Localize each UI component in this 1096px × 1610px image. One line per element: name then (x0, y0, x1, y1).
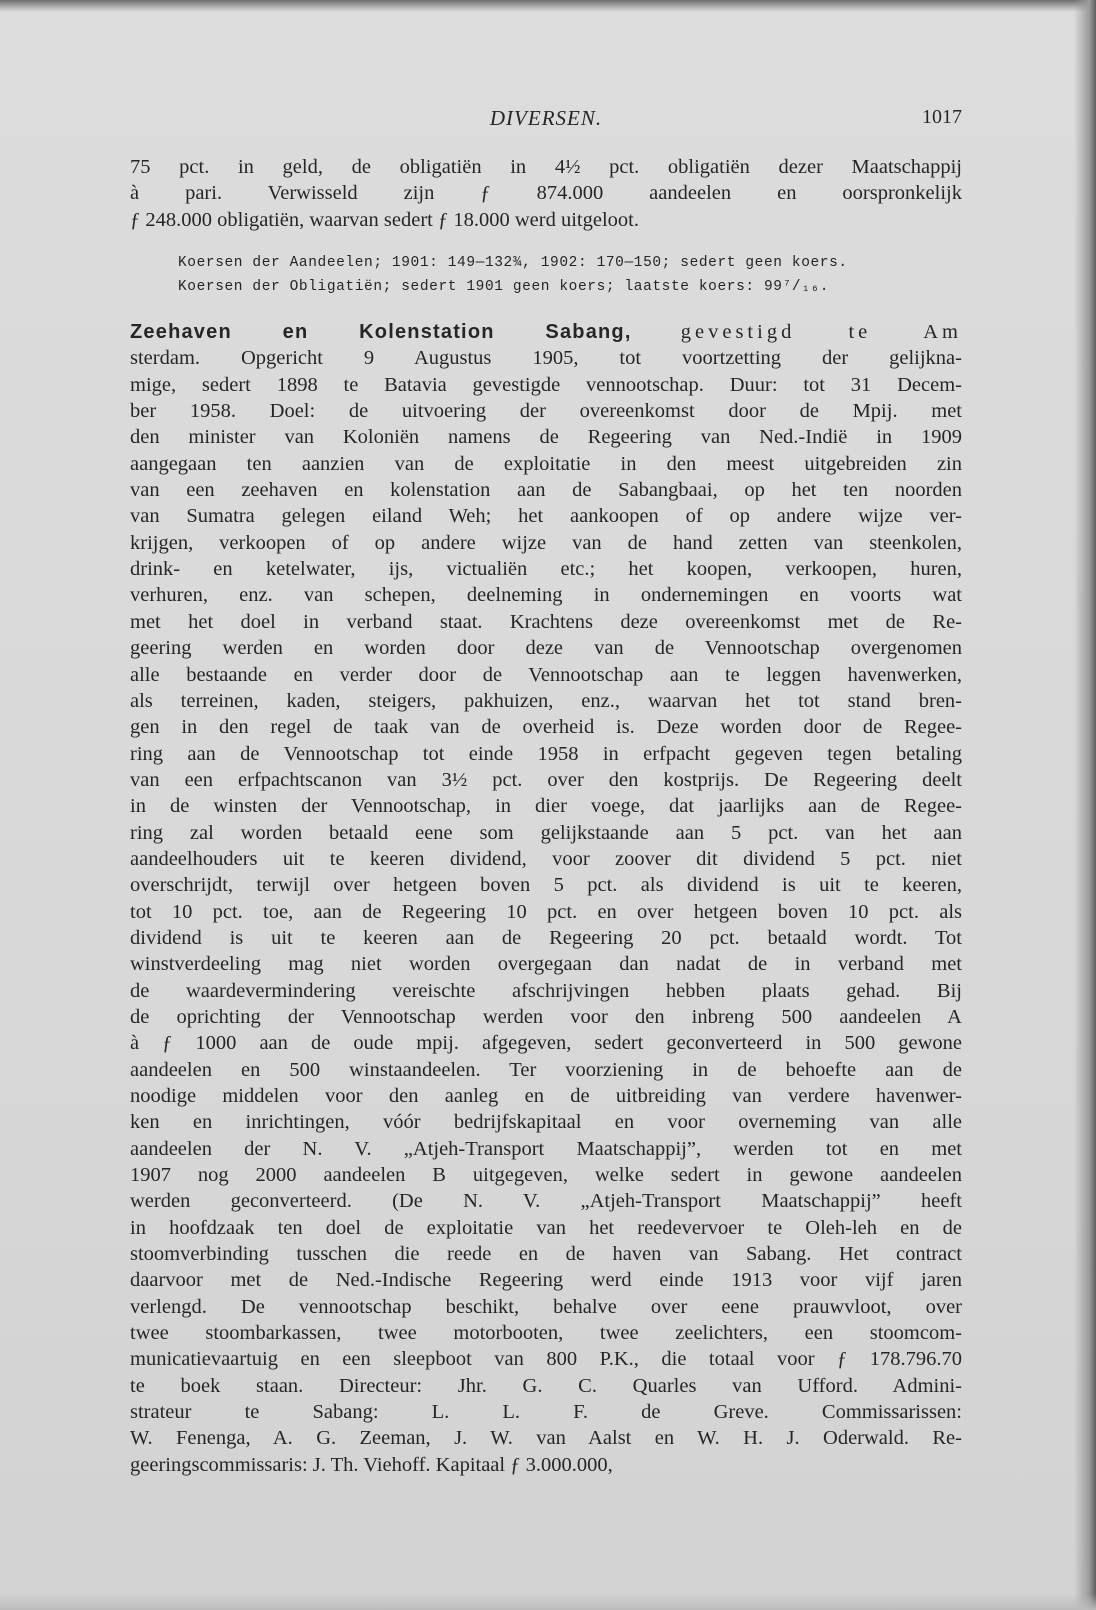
section-line: de waardevermindering vereischte afschrijvingen hebben plaats gehad. Bij (130, 979, 962, 1002)
section-line: 1907 nog 2000 aandeelen B uitgegeven, welke sedert in gewone aandeelen (130, 1164, 962, 1187)
section-line: werden geconverteerd. (De N. V. „Atjeh-Transport Maatschappij” heeft (130, 1190, 962, 1213)
section-line: à ƒ 1000 aan de oude mpij. afgegeven, sedert geconverteerd in 500 gewone (130, 1032, 962, 1055)
section-line: overschrijdt, terwijl over hetgeen boven 5 pct. als dividend is uit te keeren, (130, 874, 962, 897)
section-line: geeringscommissaris: J. Th. Viehoff. Kapitaal ƒ 3.000.000, (130, 1453, 613, 1476)
section-line: te boek staan. Directeur: Jhr. G. C. Quarles van Ufford. Admini- (130, 1374, 962, 1397)
section-line: aangegaan ten aanzien van de exploitatie in den meest uitgebreiden zin (130, 452, 962, 475)
section-line: met het doel in verband staat. Krachtens deze overeenkomst met de Re- (130, 610, 962, 633)
section-line: ring zal worden betaald eene som gelijkstaande aan 5 pct. van het aan (130, 821, 962, 844)
section-line: alle bestaande en verder door de Vennootschap aan te leggen havenwerken, (130, 663, 962, 686)
page-body (130, 154, 962, 1478)
section-line: municatievaartuig en een sleepboot van 800 P.K., die totaal voor ƒ 178.796.70 (130, 1348, 962, 1371)
section-line: aandeelen en 500 winstaandeelen. Ter voorziening in de behoefte aan de (130, 1058, 962, 1081)
section-line: ring aan de Vennootschap tot einde 1958 in erfpacht gegeven tegen betaling (130, 742, 962, 765)
intro-line: ƒ 248.000 obligatiën, waarvan sedert ƒ 18.000 werd uitgeloot. (130, 208, 639, 231)
section-line: krijgen, verkoopen of op andere wijze van de hand zetten van steenkolen, (130, 531, 962, 554)
section-line: winstverdeeling mag niet worden overgegaan dan nadat de in verband met (130, 953, 962, 976)
intro-line: à pari. Verwisseld zijn ƒ 874.000 aandeelen en oorspronkelijk (130, 182, 962, 205)
section-line: tot 10 pct. toe, aan de Regeering 10 pct. en over hetgeen boven 10 pct. als (130, 900, 962, 923)
spacer (130, 299, 962, 319)
intro-line: 75 pct. in geld, de obligatiën in 4½ pct. obligatiën dezer Maatschappij (130, 156, 962, 178)
running-head (130, 106, 962, 136)
page-right-edge (1074, 0, 1096, 1610)
spacer (130, 233, 962, 251)
section-line: geering werden en worden door deze van de Vennootschap overgenomen (130, 637, 962, 660)
section-line: van een zeehaven en kolenstation aan de Sabangbaai, op het ten noorden (130, 479, 962, 502)
section-line: mige, sedert 1898 te Batavia gevestigde vennootschap. Duur: tot 31 Decem- (130, 373, 962, 396)
section-line: twee stoombarkassen, twee motorbooten, twee zeelichters, een stoomcom- (130, 1322, 962, 1345)
section-line: drink- en ketelwater, ijs, victualiën etc.; het koopen, verkoopen, huren, (130, 558, 962, 581)
section-line: dividend is uit te keeren aan de Regeering 20 pct. betaald wordt. Tot (130, 926, 962, 949)
section-line: stoomverbinding tusschen die reede en de haven van Sabang. Het contract (130, 1243, 962, 1266)
koersen-line-aandeelen: Koersen der Aandeelen; 1901: 149—132¾, 1902: 170—150; sedert geen koers. (178, 255, 848, 272)
section-line: den minister van Koloniën namens de Regeering van Ned.-Indië in 1909 (130, 426, 962, 449)
koersen-line-obligatien: Koersen der Obligatiën; sedert 1901 geen koers; laatste koers: 99⁷/₁₆. (178, 279, 830, 296)
section-line: verlengd. De vennootschap beschikt, behalve over eene prauwvloot, over (130, 1295, 962, 1318)
section-line: in de winsten der Vennootschap, in dier voege, dat jaarlijks aan de Regee- (130, 795, 962, 818)
section-line: de oprichting der Vennootschap werden voor den inbreng 500 aandeelen A (130, 1005, 962, 1028)
section-line: sterdam. Opgericht 9 Augustus 1905, tot voortzetting der gelijkna- (130, 347, 962, 370)
section-body (130, 345, 962, 1478)
running-title: DIVERSEN. (489, 106, 603, 130)
page-top-shadow (0, 0, 1096, 12)
page-number: 1017 (922, 106, 962, 128)
section-line: daarvoor met de Ned.-Indische Regeering werd einde 1913 voor vijf jaren (130, 1269, 962, 1292)
section-line: aandeelen der N. V. „Atjeh-Transport Maatschappij”, werden tot en met (130, 1137, 962, 1160)
section-line: gen in den regel de taak van de overheid is. Deze worden door de Regee- (130, 716, 962, 739)
page-bottom-edge (0, 1594, 1096, 1610)
section-line: van een erfpachtscanon van 3½ pct. over den kostprijs. De Regeering deelt (130, 768, 962, 791)
section-heading: Zeehaven en Kolenstation Sabang, (130, 321, 632, 344)
section-line: van Sumatra gelegen eiland Weh; het aankoopen of op andere wijze ver- (130, 505, 962, 528)
section-first-line-rest: gevestigd te Am (680, 321, 962, 344)
section-line: ken en inrichtingen, vóór bedrijfskapitaal en voor overneming van alle (130, 1111, 962, 1134)
section-line: verhuren, enz. van schepen, deelneming in ondernemingen en voorts wat (130, 584, 962, 607)
section-line: noodige middelen voor den aanleg en de uitbreiding van verdere havenwer- (130, 1085, 962, 1107)
section-line: als terreinen, kaden, steigers, pakhuizen, enz., waarvan het tot stand bren- (130, 689, 962, 712)
section-line: in hoofdzaak ten doel de exploitatie van het reedevervoer te Oleh-leh en de (130, 1216, 962, 1239)
section-line: ber 1958. Doel: de uitvoering der overeenkomst door de Mpij. met (130, 400, 962, 423)
section-line: strateur te Sabang: L. L. F. de Greve. Commissarissen: (130, 1401, 962, 1424)
section-line: W. Fenenga, A. G. Zeeman, J. W. van Aalst en W. H. J. Oderwald. Re- (130, 1427, 962, 1450)
section-first-line (130, 319, 962, 345)
section-line: aandeelhouders uit te keeren dividend, voor zoover dit dividend 5 pct. niet (130, 847, 962, 870)
